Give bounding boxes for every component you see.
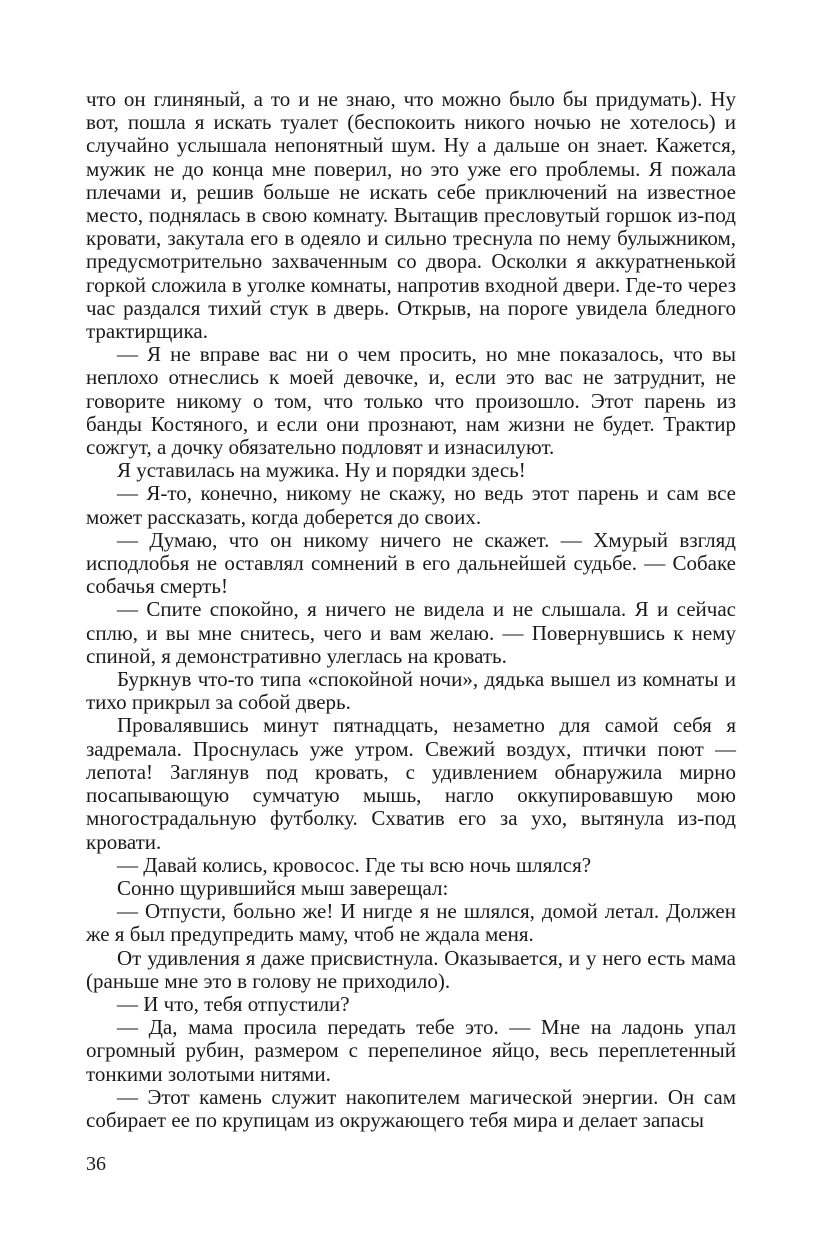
paragraph-11: — Отпусти, больно же! И нигде я не шлялся, домой летал. Должен же я был предупредить маму, чтоб не ждала меня. — [86, 899, 736, 947]
paragraph-12: От удивления я даже присвистнула. Оказывается, и у него есть мама (раньше мне это в голову не приходило). — [86, 945, 736, 993]
paragraph-6: — Спите спокойно, я ничего не видела и не слышала. Я и сейчас сплю, и вы мне снитесь, чего и вам желаю. — Повернувшись к нему спиной, я демонстративно улеглась на кровать. — [86, 597, 736, 668]
paragraph-9: — Давай колись, кровосос. Где ты всю ночь шлялся? — [117, 852, 592, 877]
paragraph-10: Сонно щурившийся мыш заверещал: — [117, 875, 449, 900]
paragraph-4: — Я-то, конечно, никому не скажу, но ведь этот парень и сам все может рассказать, когда доберется до своих. — [86, 481, 736, 529]
paragraph-7: Буркнув что-то типа «спокойной ночи», дядька вышел из комнаты и тихо прикрыл за собой дверь. — [86, 667, 736, 715]
paragraph-8: Провалявшись минут пятнадцать, незаметно для самой себя я задремала. Проснулась уже утром. Свежий воздух, птички поют — лепота! Заглянув под кровать, с удивлением обнаружила мирно посапывающую сумчатую мышь, нагло оккупировавшую мою многострадальную футболку. Схватив его за ухо, вытянула из-под кровати. — [86, 713, 736, 854]
paragraph-14: — Да, мама просила передать тебе это. — Мне на ладонь упал огромный рубин, размером с перепелиное яйцо, весь переплетенный тонкими золотыми нитями. — [86, 1015, 736, 1086]
paragraph-1: что он глиняный, а то и не знаю, что можно было бы придумать). Ну вот, пошла я искать туалет (беспокоить никого ночью не хотелось) и случайно услышала непонятный шум. Ну а дальше он знает. Кажется, мужик не до конца мне поверил, но это уже его проблемы. Я пожала плечами и, решив больше не искать себе приключений на известное место, поднялась в свою комнату. Вытащив пресловутый горшок из-под кровати, закутала его в одеяло и сильно треснула по нему булыжником, предусмотрительно захваченным со двора. Осколки я аккуратненькой горкой сложила в уголке комнаты, напротив входной двери. Где-то через час раздался тихий стук в дверь. Открыв, на пороге увидела бледного трактирщика. — [86, 87, 736, 344]
paragraph-3: Я уставилась на мужика. Ну и порядки здесь! — [117, 458, 526, 483]
paragraph-2: — Я не вправе вас ни о чем просить, но мне показалось, что вы неплохо отнеслись к моей девочке, и, если это вас не затруднит, не говорите никому о том, что только что произошло. Этот парень из банды Костяного, и если они прознают, нам жизни не будет. Трактир сожгут, а дочку обязательно подловят и изнасилуют. — [86, 342, 736, 460]
paragraph-13: — И что, тебя отпустили? — [117, 991, 350, 1016]
page-number: 36 — [86, 1153, 106, 1175]
paragraph-5: — Думаю, что он никому ничего не скажет. — Хмурый взгляд исподлобья не оставлял сомнений в его дальнейшей судьбе. — Собаке собачья смерть! — [86, 527, 736, 599]
body-text — [86, 88, 736, 1132]
paragraph-15: — Этот камень служит накопителем магической энергии. Он сам собирает ее по крупицам из окружающего тебя мира и делает запасы — [86, 1084, 736, 1132]
